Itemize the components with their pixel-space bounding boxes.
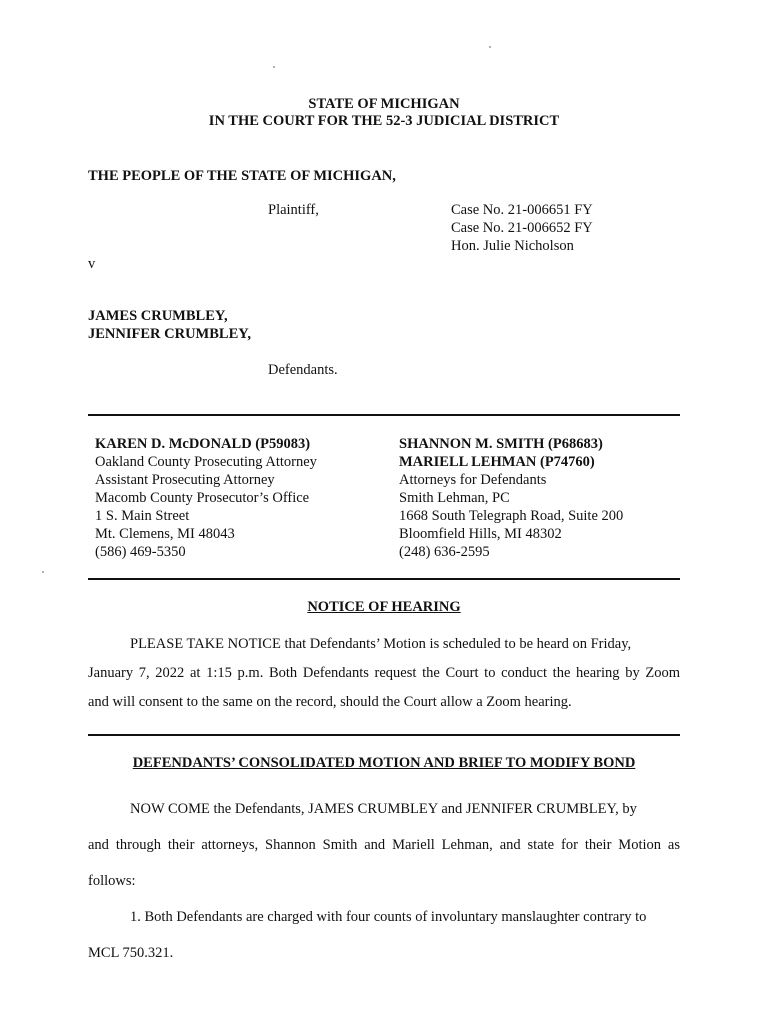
defense-attorney-2: MARIELL LEHMAN (P74760) bbox=[399, 454, 595, 470]
defendant-name-2: JENNIFER CRUMBLEY, bbox=[88, 326, 252, 342]
motion-heading: DEFENDANTS’ CONSOLIDATED MOTION AND BRIEF TO MODIFY BOND bbox=[132, 755, 636, 771]
scan-speck bbox=[273, 66, 275, 68]
case-number-2: Case No. 21-006652 FY bbox=[451, 220, 593, 236]
defendant-role: Defendants. bbox=[268, 362, 338, 378]
prosecution-counsel-block bbox=[95, 435, 317, 561]
prosecutor-phone: (586) 469-5350 bbox=[95, 544, 186, 560]
notice-line-3: and will consent to the same on the record, should the Court allow a Zoom hearing. bbox=[88, 694, 572, 710]
motion-line-3: follows: bbox=[88, 873, 136, 889]
case-number-1: Case No. 21-006651 FY bbox=[451, 202, 593, 218]
case-info-block bbox=[451, 201, 593, 255]
motion-line-2: and through their attorneys, Shannon Smith and Mariell Lehman, and state for their Motion as bbox=[88, 837, 680, 853]
prosecutor-subtitle: Assistant Prosecuting Attorney bbox=[95, 472, 275, 488]
plaintiff-name: THE PEOPLE OF THE STATE OF MICHIGAN, bbox=[88, 168, 396, 184]
defense-street: 1668 South Telegraph Road, Suite 200 bbox=[399, 508, 624, 524]
judge-name: Hon. Julie Nicholson bbox=[451, 238, 574, 254]
prosecutor-street: 1 S. Main Street bbox=[95, 508, 190, 524]
defense-attorney-1: SHANNON M. SMITH (P68683) bbox=[399, 436, 603, 452]
defense-phone: (248) 636-2595 bbox=[399, 544, 490, 560]
scan-speck bbox=[489, 46, 491, 48]
motion-item-1: 1. Both Defendants are charged with four counts of involuntary manslaughter contrary to bbox=[130, 909, 647, 925]
notice-paragraph bbox=[88, 630, 680, 717]
versus-marker: v bbox=[88, 256, 96, 272]
defense-counsel-block bbox=[399, 435, 623, 561]
counsel-divider bbox=[88, 578, 680, 580]
motion-paragraph bbox=[88, 791, 680, 971]
notice-line-2: January 7, 2022 at 1:15 p.m. Both Defendants request the Court to conduct the hearing by Zoom bbox=[88, 665, 680, 681]
defendant-name-1: JAMES CRUMBLEY, bbox=[88, 308, 228, 324]
prosecutor-office: Macomb County Prosecutor’s Office bbox=[95, 490, 310, 506]
court-state-heading: STATE OF MICHIGAN bbox=[308, 96, 460, 112]
caption-divider bbox=[88, 414, 680, 416]
defense-firm: Smith Lehman, PC bbox=[399, 490, 510, 506]
court-name-heading: IN THE COURT FOR THE 52-3 JUDICIAL DISTRICT bbox=[208, 113, 560, 129]
notice-line-1: PLEASE TAKE NOTICE that Defendants’ Motion is scheduled to be heard on Friday, bbox=[130, 636, 632, 652]
prosecutor-title: Oakland County Prosecuting Attorney bbox=[95, 454, 317, 470]
prosecutor-city: Mt. Clemens, MI 48043 bbox=[95, 526, 235, 542]
defense-role: Attorneys for Defendants bbox=[399, 472, 547, 488]
defense-city: Bloomfield Hills, MI 48302 bbox=[399, 526, 562, 542]
notice-divider bbox=[88, 734, 680, 736]
motion-line-1: NOW COME the Defendants, JAMES CRUMBLEY and JENNIFER CRUMBLEY, by bbox=[130, 801, 637, 817]
motion-item-1-continued: MCL 750.321. bbox=[88, 945, 174, 961]
prosecutor-name: KAREN D. McDONALD (P59083) bbox=[95, 436, 311, 452]
notice-heading: NOTICE OF HEARING bbox=[307, 599, 461, 615]
plaintiff-role: Plaintiff, bbox=[268, 202, 319, 218]
defendant-names bbox=[88, 307, 251, 343]
scan-speck bbox=[42, 571, 44, 573]
